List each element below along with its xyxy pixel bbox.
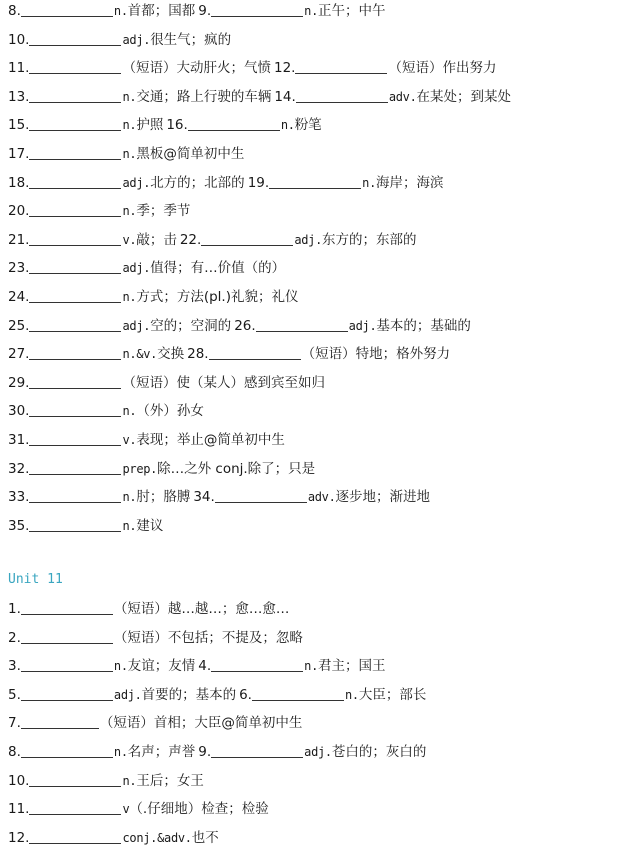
part-of-speech: adv. (307, 490, 336, 504)
answer-blank[interactable] (29, 800, 121, 815)
vocab-row (8, 58, 496, 78)
definition: 建议 (136, 518, 164, 534)
part-of-speech: n. (122, 404, 137, 418)
item-number: 8. (8, 744, 21, 760)
definition: （短语）使（某人）感到宾至如归 (122, 375, 325, 391)
item-number: 20. (8, 203, 30, 219)
answer-blank[interactable] (29, 374, 121, 389)
part-of-speech: n. (344, 688, 359, 702)
answer-blank[interactable] (209, 345, 301, 360)
answer-blank[interactable] (29, 317, 121, 332)
item-number: 10. (8, 32, 30, 48)
answer-blank[interactable] (201, 231, 293, 246)
definition: 基本的；基础的 (376, 318, 471, 334)
definition: 逐步地；渐进地 (335, 489, 431, 505)
item-number: 31. (8, 432, 30, 448)
item-number: 22. (179, 232, 202, 248)
vocab-row (8, 373, 325, 393)
vocab-row (8, 230, 417, 250)
item-number: 2. (8, 630, 21, 646)
definition: 表现；举止@简单初中生 (136, 432, 285, 448)
definition: 海岸；海滨 (376, 175, 444, 191)
definition: （外）孙女 (136, 403, 204, 419)
answer-blank[interactable] (296, 88, 388, 103)
answer-blank[interactable] (29, 829, 121, 844)
definition: 也不 (191, 830, 219, 846)
part-of-speech: n. (122, 490, 137, 504)
answer-blank[interactable] (29, 772, 121, 787)
answer-blank[interactable] (29, 402, 121, 417)
definition: 交换 (157, 346, 185, 362)
item-number: 11. (8, 60, 30, 76)
definition: 东方的；东部的 (322, 232, 417, 248)
vocab-row (8, 516, 163, 536)
vocab-row (8, 258, 285, 278)
answer-blank[interactable] (29, 431, 121, 446)
vocab-row (8, 87, 511, 107)
definition: 肘；胳膊 (136, 489, 191, 505)
vocab-row (8, 685, 426, 705)
answer-blank[interactable] (21, 743, 113, 758)
item-number: 33. (8, 489, 30, 505)
definition: （短语）作出努力 (388, 60, 497, 76)
part-of-speech: n. (280, 118, 295, 132)
item-number: 12. (273, 60, 296, 76)
part-of-speech: adj. (304, 745, 332, 759)
item-number: 6. (239, 687, 252, 703)
part-of-speech: conj.&adv. (122, 831, 192, 845)
vocab-row (8, 144, 244, 164)
vocab-row (8, 742, 426, 762)
definition: 黑板@简单初中生 (136, 146, 245, 162)
vocab-row (8, 487, 430, 507)
vocab-row (8, 173, 444, 193)
part-of-speech: n. (122, 774, 137, 788)
item-number: 1. (8, 601, 21, 617)
definition: 很生气；疯的 (150, 32, 232, 48)
item-number: 15. (8, 117, 30, 133)
part-of-speech: adj. (113, 688, 142, 702)
vocab-row (8, 30, 231, 50)
definition: 敲；击 (136, 232, 177, 248)
part-of-speech: adj. (348, 319, 377, 333)
definition: 在某处；到某处 (416, 89, 512, 105)
part-of-speech: n. (113, 745, 128, 759)
item-number: 3. (8, 658, 21, 674)
part-of-speech: adj. (122, 261, 151, 275)
item-number: 16. (166, 117, 188, 133)
part-of-speech: n. (304, 659, 318, 673)
part-of-speech: adj. (122, 33, 151, 47)
part-of-speech: adj. (294, 233, 323, 247)
answer-blank[interactable] (29, 345, 121, 360)
answer-blank[interactable] (21, 714, 99, 729)
answer-blank[interactable] (215, 488, 307, 503)
answer-blank[interactable] (21, 600, 113, 615)
answer-blank[interactable] (29, 288, 121, 303)
item-number: 4. (198, 658, 212, 674)
definition: 交通；路上行驶的车辆 (136, 89, 272, 105)
part-of-speech: v. (122, 433, 137, 447)
vocab-row (8, 401, 204, 421)
answer-blank[interactable] (211, 657, 303, 672)
part-of-speech: n. (122, 204, 137, 218)
part-of-speech: n. (113, 659, 128, 673)
vocab-row (8, 1, 386, 21)
vocab-row (8, 316, 471, 336)
item-number: 13. (8, 89, 30, 105)
vocab-row (8, 459, 315, 479)
definition: 北方的；北部的 (150, 175, 245, 191)
part-of-speech: n. (122, 290, 137, 304)
item-number: 8. (8, 3, 21, 19)
vocab-row (8, 430, 285, 450)
part-of-speech: v. (122, 233, 137, 247)
unit-11-heading: Unit 11 (8, 572, 63, 587)
definition: 季；季节 (136, 203, 191, 219)
definition: 名声；声誉 (127, 744, 196, 760)
definition: 值得；有…价值（的） (150, 260, 286, 276)
answer-blank[interactable] (21, 657, 113, 672)
item-number: 9. (198, 744, 212, 760)
definition: （短语）越…越…；愈…愈… (113, 601, 290, 617)
item-number: 28. (187, 346, 209, 362)
definition: 大臣；部长 (358, 687, 427, 703)
answer-blank[interactable] (21, 686, 113, 701)
item-number: 21. (8, 232, 30, 248)
item-number: 11. (8, 801, 30, 817)
answer-blank[interactable] (29, 145, 121, 160)
definition: 首都；国都 (127, 3, 196, 19)
definition: 首要的；基本的 (141, 687, 237, 703)
item-number: 17. (8, 146, 30, 162)
part-of-speech: n. (122, 118, 137, 132)
answer-blank[interactable] (29, 517, 121, 532)
part-of-speech: n.&v. (122, 347, 158, 361)
item-number: 18. (8, 175, 30, 191)
definition: 王后；女王 (136, 773, 204, 789)
part-of-speech: n. (122, 519, 137, 533)
vocab-row (8, 628, 303, 648)
item-number: 29. (8, 375, 30, 391)
answer-blank[interactable] (295, 59, 387, 74)
item-number: 35. (8, 518, 30, 534)
definition: 苍白的；灰白的 (331, 744, 427, 760)
definition: 除…之外 conj.除了；只是 (157, 461, 316, 477)
part-of-speech: n. (362, 176, 377, 190)
item-number: 26. (234, 318, 256, 334)
definition: 方式；方法(pl.)礼貌；礼仪 (136, 289, 299, 305)
vocab-row (8, 287, 299, 307)
item-number: 27. (8, 346, 30, 362)
answer-blank[interactable] (21, 2, 113, 17)
definition: 粉笔 (294, 117, 322, 133)
item-number: 32. (8, 461, 30, 477)
part-of-speech: prep. (122, 462, 158, 476)
item-number: 23. (8, 260, 30, 276)
vocab-row (8, 771, 204, 791)
answer-blank[interactable] (269, 174, 361, 189)
definition: 护照 (136, 117, 164, 133)
part-of-speech: n. (122, 147, 137, 161)
part-of-speech: adj. (122, 319, 151, 333)
vocab-row (8, 713, 302, 733)
answer-blank[interactable] (29, 59, 121, 74)
answer-blank[interactable] (29, 88, 121, 103)
definition: 友谊；友情 (127, 658, 196, 674)
part-of-speech: n. (113, 4, 128, 18)
answer-blank[interactable] (29, 31, 121, 46)
part-of-speech: adj. (122, 176, 151, 190)
definition: （短语）大动肝火；气愤 (122, 60, 271, 76)
answer-blank[interactable] (21, 629, 113, 644)
item-number: 24. (8, 289, 30, 305)
item-number: 7. (8, 715, 21, 731)
part-of-speech: adv. (388, 90, 417, 104)
definition: （.仔细地）检查；检验 (129, 801, 269, 817)
vocab-row (8, 599, 289, 619)
definition: 空的；空洞的 (150, 318, 232, 334)
answer-blank[interactable] (29, 460, 121, 475)
item-number: 12. (8, 830, 30, 846)
answer-blank[interactable] (29, 202, 121, 217)
answer-blank[interactable] (256, 317, 348, 332)
item-number: 5. (8, 687, 21, 703)
answer-blank[interactable] (29, 488, 121, 503)
answer-blank[interactable] (211, 743, 303, 758)
vocab-row (8, 115, 322, 135)
vocab-row (8, 344, 450, 364)
vocab-row (8, 828, 219, 848)
item-number: 9. (198, 3, 212, 19)
part-of-speech: v (122, 802, 130, 816)
definition: 君主；国王 (318, 658, 386, 674)
item-number: 14. (274, 89, 296, 105)
part-of-speech: n. (304, 4, 318, 18)
definition: （短语）首相；大臣@简单初中生 (99, 715, 303, 731)
definition: 正午；中午 (318, 3, 386, 19)
answer-blank[interactable] (29, 116, 121, 131)
vocab-row (8, 656, 386, 676)
definition: （短语）不包括；不提及；忽略 (113, 630, 303, 646)
answer-blank[interactable] (211, 2, 303, 17)
item-number: 30. (8, 403, 30, 419)
item-number: 10. (8, 773, 30, 789)
item-number: 25. (8, 318, 30, 334)
answer-blank[interactable] (252, 686, 344, 701)
item-number: 34. (193, 489, 215, 505)
answer-blank[interactable] (29, 231, 121, 246)
answer-blank[interactable] (29, 259, 121, 274)
vocab-row (8, 799, 269, 819)
answer-blank[interactable] (29, 174, 121, 189)
definition: （短语）特地；格外努力 (301, 346, 451, 362)
item-number: 19. (247, 175, 270, 191)
answer-blank[interactable] (188, 116, 280, 131)
part-of-speech: n. (122, 90, 137, 104)
vocab-row (8, 201, 190, 221)
